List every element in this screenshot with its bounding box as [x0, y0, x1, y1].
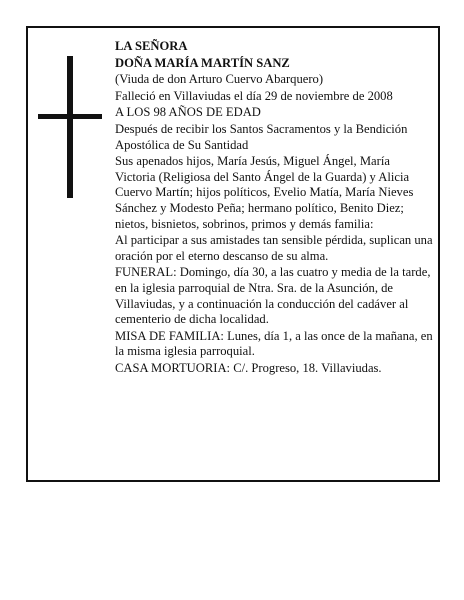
family-list: Sus apenados hijos, María Jesús, Miguel Ángel, María Victoria (Religiosa del Santo Ángel de la Guarda) y Alicia Cuervo Martín; hijos políticos, Evelio Matía, María Nieves Sánchez y Modesto Peña; hermano político, Benito Diez; nietos, bisnietos, sobrinos, primos y demás familia:	[115, 154, 414, 231]
notice-title: LA SEÑORA	[115, 39, 188, 53]
deceased-name: DOÑA MARÍA MARTÍN SANZ	[115, 55, 290, 70]
cross-horizontal-bar	[38, 114, 102, 119]
notice-text	[115, 39, 433, 377]
cross-icon	[38, 56, 102, 198]
prayer-request: Al participar a sus amistades tan sensible pérdida, suplican una oración por el eterno descanso de su alma.	[115, 233, 433, 263]
family-mass-details: MISA DE FAMILIA: Lunes, día 1, a las once de la mañana, en la misma iglesia parroquial.	[115, 328, 433, 359]
death-details: Falleció en Villaviudas el día 29 de noviembre de 2008	[115, 88, 393, 103]
funeral-details: FUNERAL: Domingo, día 30, a las cuatro y media de la tarde, en la iglesia parroquial de Ntra. Sra. de la Asunción, de Villaviudas, y a continuación la conducción del cadáver al cementerio de dicha localidad.	[115, 265, 431, 327]
obituary-notice	[26, 26, 440, 482]
age-line: A LOS 98 AÑOS DE EDAD	[115, 105, 261, 120]
cross-vertical-bar	[67, 56, 73, 198]
sacraments-line: Después de recibir los Santos Sacramentos y la Bendición Apostólica de Su Santidad	[115, 121, 408, 152]
widow-of: (Viuda de don Arturo Cuervo Abarquero)	[115, 72, 324, 87]
mortuary-address: CASA MORTUORIA: C/. Progreso, 18. Villaviudas.	[115, 360, 382, 375]
